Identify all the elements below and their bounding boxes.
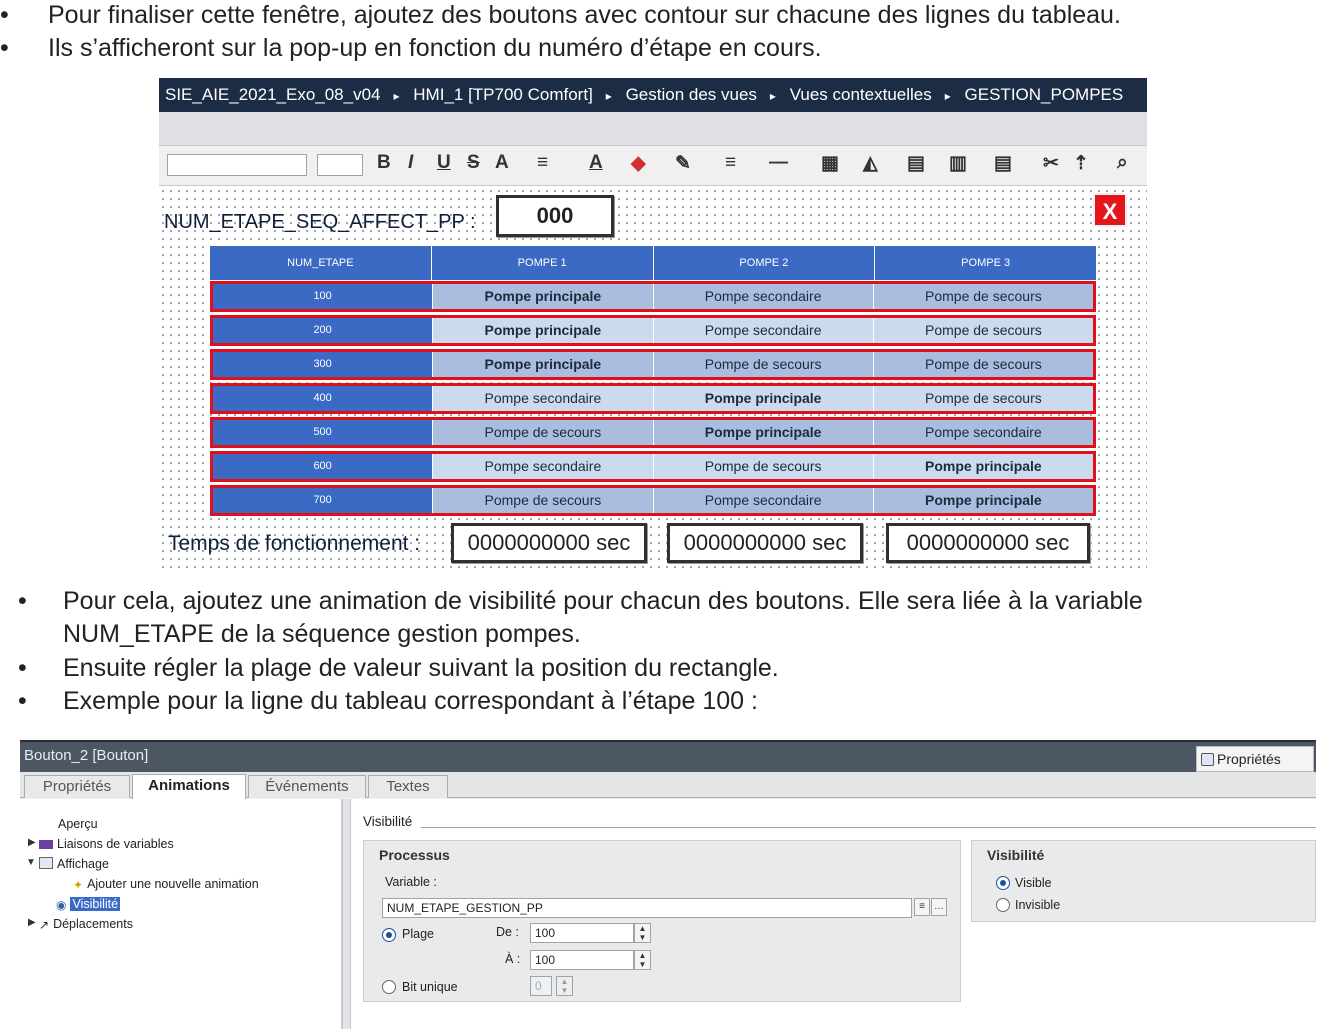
runtime-label: Temps de fonctionnement :: [168, 532, 421, 555]
instruction-text: Ensuite régler la plage de valeur suivant la position du rectangle.: [63, 654, 779, 682]
table-cell: Pompe principale: [433, 284, 653, 309]
inspector-window: [20, 740, 1316, 1029]
tree-item-visibility[interactable]: [56, 897, 120, 912]
pump-table: [210, 246, 1096, 519]
line-color-icon[interactable]: ✎: [675, 153, 691, 174]
tab-texts[interactable]: Textes: [368, 775, 448, 798]
table-cell: Pompe principale: [433, 352, 653, 377]
breadcrumb: [159, 78, 1147, 112]
table-cell: Pompe de secours: [654, 454, 874, 479]
line-width-icon[interactable]: —: [769, 152, 788, 173]
range-label: Plage: [402, 927, 434, 941]
chevron-right-icon: ▸: [769, 89, 776, 103]
table-cell: Pompe principale: [654, 420, 874, 445]
bullet-icon: •: [0, 1, 9, 29]
table-cell: Pompe de secours: [433, 420, 653, 445]
chevron-right-icon: ▸: [944, 89, 951, 103]
properties-icon: [1201, 753, 1214, 766]
tag-link-icon: [39, 840, 53, 849]
step-cell: 300: [213, 352, 433, 377]
table-row-button[interactable]: [210, 281, 1096, 312]
visible-label: Visible: [1015, 876, 1052, 890]
step-cell: 600: [213, 454, 433, 479]
process-title: Processus: [379, 847, 450, 863]
chevron-right-icon: ▸: [605, 89, 612, 103]
single-bit-radio[interactable]: [382, 980, 396, 994]
range-from-field[interactable]: 100: [530, 923, 634, 943]
font-size-select[interactable]: [317, 154, 363, 176]
table-cell: Pompe secondaire: [654, 488, 874, 513]
runtime-output-pump3[interactable]: 0000000000 sec: [886, 523, 1090, 563]
single-bit-label: Bit unique: [402, 980, 458, 994]
table-cell: Pompe de secours: [874, 352, 1093, 377]
table-cell: Pompe secondaire: [654, 284, 874, 309]
from-spinner[interactable]: ▲ ▼: [634, 923, 651, 943]
bold-icon[interactable]: B: [377, 152, 391, 173]
section-divider: [421, 827, 1316, 828]
table-cell: Pompe secondaire: [874, 420, 1093, 445]
table-row-button[interactable]: [210, 383, 1096, 414]
table-cell: Pompe principale: [874, 454, 1093, 479]
step-cell: 100: [213, 284, 433, 309]
instruction-text: NUM_ETAPE de la séquence gestion pompes.: [63, 620, 581, 648]
table-header-row: [210, 246, 1096, 280]
eye-icon: ◉: [56, 898, 67, 912]
browse-button[interactable]: …: [931, 898, 947, 916]
table-cell: Pompe principale: [433, 318, 653, 343]
step-number-output[interactable]: 000: [496, 195, 614, 237]
breadcrumb-item[interactable]: Vues contextuelles: [789, 85, 932, 104]
tree-item-tag-connections[interactable]: [28, 837, 174, 851]
panel-splitter[interactable]: [342, 799, 351, 1029]
process-group: [363, 840, 961, 1002]
step-cell: 400: [213, 386, 433, 411]
strikethrough-icon[interactable]: S: [467, 152, 480, 173]
hmi-screen-editor: [159, 78, 1147, 572]
from-label: De :: [496, 925, 519, 939]
bit-spinner[interactable]: ▲ ▼: [556, 976, 573, 996]
font-size-up-icon[interactable]: A: [495, 152, 509, 173]
display-icon: [39, 857, 53, 869]
zoom-icon[interactable]: ⌕: [1117, 152, 1128, 173]
variable-field[interactable]: NUM_ETAPE_GESTION_PP: [382, 898, 912, 918]
table-row-button[interactable]: [210, 315, 1096, 346]
properties-button[interactable]: [1196, 746, 1314, 772]
step-cell: 500: [213, 420, 433, 445]
tree-item-display[interactable]: [26, 857, 109, 871]
step-cell: 700: [213, 488, 433, 513]
format-painter-icon[interactable]: ✂: [1043, 153, 1059, 174]
layer-up-icon[interactable]: ⇡: [1073, 153, 1089, 174]
table-row-button[interactable]: [210, 451, 1096, 482]
visibility-title: Visibilité: [987, 847, 1045, 863]
breadcrumb-item[interactable]: SIE_AIE_2021_Exo_08_v04: [165, 85, 381, 104]
table-cell: Pompe secondaire: [433, 454, 653, 479]
instruction-text: Exemple pour la ligne du tableau correspondant à l’étape 100 :: [63, 687, 758, 715]
chevron-right-icon: ▸: [393, 89, 400, 103]
inspector-title: Bouton_2 [Bouton]: [24, 747, 149, 764]
step-number-label: NUM_ETAPE_SEQ_AFFECT_PP :: [164, 211, 476, 233]
table-row-button[interactable]: [210, 417, 1096, 448]
visibility-group: [971, 840, 1316, 922]
align-icon[interactable]: ≡: [537, 152, 549, 173]
screen-canvas: [159, 187, 1147, 572]
invisible-label: Invisible: [1015, 898, 1061, 912]
table-cell: Pompe de secours: [874, 318, 1093, 343]
bullet-icon: •: [18, 687, 27, 715]
tree-item-label: Affichage: [57, 857, 109, 871]
bullet-icon: •: [18, 587, 27, 615]
tree-item-label: Liaisons de variables: [57, 837, 174, 851]
breadcrumb-item[interactable]: HMI_1 [TP700 Comfort]: [413, 85, 593, 104]
runtime-output-pump1[interactable]: 0000000000 sec: [451, 523, 647, 563]
table-row-button[interactable]: [210, 349, 1096, 380]
visibility-settings: [351, 799, 1316, 1029]
tree-item-overview[interactable]: [58, 817, 98, 831]
align-objects-icon[interactable]: ▤: [907, 153, 925, 174]
properties-button-label: Propriétés: [1217, 751, 1281, 767]
table-header-cell: POMPE 2: [654, 246, 876, 280]
visible-radio[interactable]: [996, 876, 1010, 890]
star-icon: ✦: [73, 878, 84, 892]
variable-label: Variable :: [385, 875, 437, 889]
instruction-text: Pour cela, ajoutez une animation de visibilité pour chacun des boutons. Elle sera liée à la variable: [63, 587, 1143, 615]
rotate-icon[interactable]: ◭: [863, 153, 878, 174]
breadcrumb-item[interactable]: Gestion des vues: [625, 85, 757, 104]
same-size-icon[interactable]: ▤: [994, 153, 1012, 174]
fill-color-icon[interactable]: ◆: [631, 153, 646, 174]
italic-icon[interactable]: I: [408, 152, 414, 173]
line-style-icon[interactable]: ≡: [725, 152, 737, 173]
move-icon: ↗: [39, 918, 50, 932]
expand-arrow-icon[interactable]: ▶: [28, 837, 36, 848]
tab-events[interactable]: Événements: [248, 775, 366, 798]
editor-header-bar: [159, 112, 1147, 146]
distribute-icon[interactable]: ▥: [949, 153, 967, 174]
step-cell: 200: [213, 318, 433, 343]
table-row-button[interactable]: [210, 485, 1096, 516]
table-cell: Pompe secondaire: [433, 386, 653, 411]
tree-item-label: Visibilité: [72, 897, 119, 911]
tree-item-add-animation[interactable]: [75, 877, 259, 892]
range-radio[interactable]: [382, 928, 396, 942]
font-family-select[interactable]: [167, 154, 307, 176]
bit-field[interactable]: 0: [530, 976, 552, 996]
inspector-tabs: [20, 772, 1316, 798]
underline-icon[interactable]: U: [437, 152, 451, 173]
table-header-cell: POMPE 3: [961, 257, 1011, 269]
table-cell: Pompe de secours: [654, 352, 874, 377]
table-cell: Pompe principale: [874, 488, 1093, 513]
close-button[interactable]: X: [1093, 193, 1127, 227]
breadcrumb-item[interactable]: GESTION_POMPES: [964, 85, 1124, 104]
format-toolbar: [159, 146, 1147, 186]
table-cell: Pompe principale: [654, 386, 874, 411]
animation-tree: [20, 799, 342, 1029]
table-cell: Pompe de secours: [874, 386, 1093, 411]
bullet-icon: •: [18, 654, 27, 682]
tree-item-label: Déplacements: [53, 917, 133, 931]
tag-list-icon[interactable]: ≡: [914, 898, 930, 916]
tree-item-label: Aperçu: [58, 817, 98, 831]
arrange-icon[interactable]: ▦: [821, 153, 839, 174]
range-to-field[interactable]: 100: [530, 950, 634, 970]
instruction-text: Ils s’afficheront sur la pop-up en fonction du numéro d’étape en cours.: [48, 34, 822, 62]
table-cell: Pompe de secours: [433, 488, 653, 513]
inspector-titlebar: [20, 740, 1316, 772]
invisible-radio[interactable]: [996, 898, 1010, 912]
to-label: À :: [505, 952, 521, 966]
expand-arrow-icon[interactable]: ▶: [28, 917, 36, 928]
to-spinner[interactable]: ▲ ▼: [634, 950, 651, 970]
table-header-cell: NUM_ETAPE: [210, 246, 432, 280]
text-color-icon[interactable]: A: [589, 152, 603, 173]
table-header-cell: POMPE 1: [432, 246, 654, 280]
runtime-output-pump2[interactable]: 0000000000 sec: [667, 523, 863, 563]
collapse-arrow-icon[interactable]: ▼: [26, 857, 36, 868]
bullet-icon: •: [0, 34, 9, 62]
section-title: Visibilité: [363, 814, 413, 829]
tab-properties[interactable]: Propriétés: [24, 775, 130, 798]
table-cell: Pompe de secours: [874, 284, 1093, 309]
tab-animations[interactable]: Animations: [132, 774, 246, 799]
table-cell: Pompe secondaire: [654, 318, 874, 343]
tree-item-label: Ajouter une nouvelle animation: [87, 877, 259, 891]
instruction-text: Pour finaliser cette fenêtre, ajoutez des boutons avec contour sur chacune des lignes du tableau.: [48, 1, 1121, 29]
tree-item-movements[interactable]: [28, 917, 133, 932]
